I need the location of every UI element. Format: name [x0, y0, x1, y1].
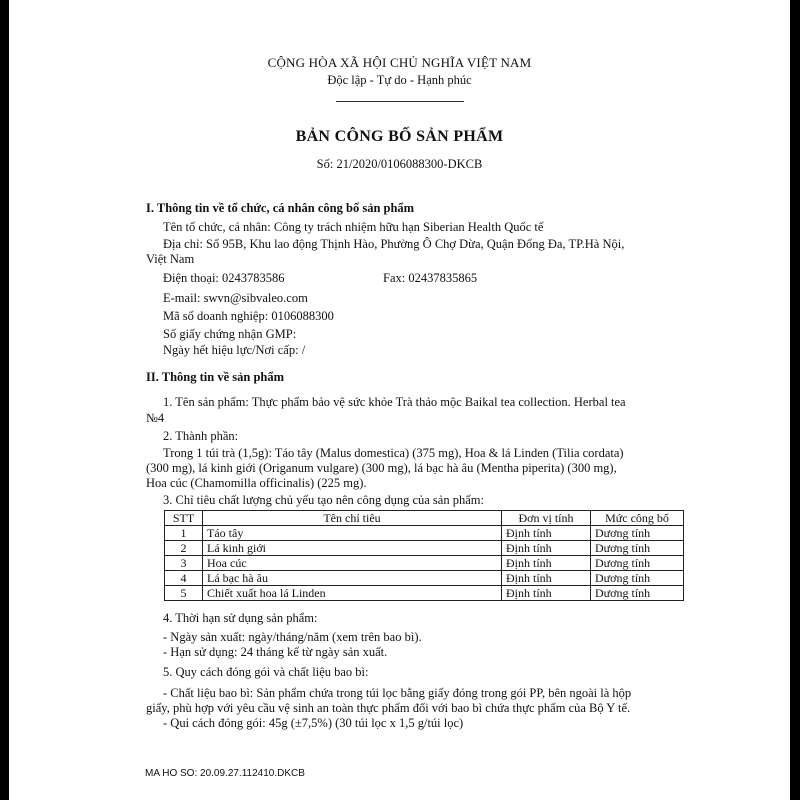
table-row: [165, 541, 684, 556]
fax: Fax: 02437835865: [383, 271, 478, 285]
table-row: [165, 571, 684, 586]
table-cell: Định tính: [502, 586, 591, 601]
quality-table: [164, 510, 684, 601]
document-number: Số: 21/2020/0106088300-DKCB: [316, 157, 483, 171]
composition-heading: 2. Thành phần:: [163, 429, 239, 443]
org-name: Tên tổ chức, cá nhân: Công ty trách nhiệm hữu hạn Siberian Health Quốc tế: [163, 220, 544, 234]
phone: Điện thoại: 0243783586: [163, 271, 285, 285]
section2-heading: II. Thông tin về sản phẩm: [146, 370, 285, 384]
divider: [336, 101, 464, 102]
gmp-number: Số giấy chứng nhận GMP:: [163, 327, 297, 341]
expiry-place: Ngày hết hiệu lực/Nơi cấp: /: [163, 343, 306, 357]
table-header-cell: Tên chỉ tiêu: [203, 511, 502, 526]
table-cell: Dương tính: [591, 541, 684, 556]
table-header-row: [165, 511, 684, 526]
table-row: [165, 526, 684, 541]
table-row: [165, 586, 684, 601]
product-name-line2: №4: [146, 411, 165, 425]
document-page: [9, 0, 790, 800]
table-cell: Dương tính: [591, 571, 684, 586]
dossier-code: MA HO SO: 20.09.27.112410.DKCB: [145, 768, 305, 779]
product-name-line1: 1. Tên sản phẩm: Thực phẩm bảo vệ sức khỏe Trà thảo mộc Baikal tea collection. Herbal tea: [163, 395, 626, 409]
table-header-cell: Mức công bố: [591, 511, 684, 526]
table-cell: Lá kinh giới: [203, 541, 502, 556]
composition-line2: (300 mg), lá kinh giới (Origanum vulgare) (300 mg), lá bạc hà âu (Mentha piperita) (300 mg),: [146, 461, 617, 475]
table-cell: Định tính: [502, 526, 591, 541]
address-line2: Việt Nam: [146, 252, 195, 266]
composition-line3: Hoa cúc (Chamomilla officinalis) (225 mg).: [146, 476, 367, 490]
table-header-cell: Đơn vị tính: [502, 511, 591, 526]
packaging-line1: - Chất liệu bao bì: Sản phẩm chứa trong túi lọc bằng giấy đóng trong gói PP, bên ngoài là hộp: [163, 686, 632, 700]
table-cell: 1: [165, 526, 203, 541]
table-cell: Chiết xuất hoa lá Linden: [203, 586, 502, 601]
table-cell: Định tính: [502, 556, 591, 571]
motto: Độc lập - Tự do - Hạnh phúc: [327, 73, 472, 87]
section1-heading: I. Thông tin về tổ chức, cá nhân công bố sản phẩm: [146, 201, 415, 215]
manufacture-date: - Ngày sản xuất: ngày/tháng/năm (xem trên bao bì).: [163, 630, 422, 644]
nation-heading: CỘNG HÒA XÃ HỘI CHỦ NGHĨA VIỆT NAM: [267, 55, 532, 70]
table-cell: Dương tính: [591, 526, 684, 541]
table-header-cell: STT: [165, 511, 203, 526]
business-code: Mã số doanh nghiệp: 0106088300: [163, 309, 334, 323]
table-cell: Lá bạc hà âu: [203, 571, 502, 586]
expiry-period: - Hạn sử dụng: 24 tháng kể từ ngày sản xuất.: [163, 645, 388, 659]
packaging-heading: 5. Quy cách đóng gói và chất liệu bao bì:: [163, 665, 369, 679]
table-cell: Táo tây: [203, 526, 502, 541]
shelf-life-heading: 4. Thời hạn sử dụng sản phẩm:: [163, 611, 318, 625]
table-cell: Định tính: [502, 541, 591, 556]
table-cell: Dương tính: [591, 586, 684, 601]
table-cell: 2: [165, 541, 203, 556]
table-cell: 5: [165, 586, 203, 601]
packaging-line2: giấy, phù hợp với yêu cầu vệ sinh an toàn thực phẩm đối với bao bì chứa thực phẩm của Bộ Y tế.: [146, 701, 631, 715]
table-cell: 4: [165, 571, 203, 586]
table-row: [165, 556, 684, 571]
table-cell: Dương tính: [591, 556, 684, 571]
email: E-mail: swvn@sibvaleo.com: [163, 291, 308, 305]
document-title: BẢN CÔNG BỐ SẢN PHẨM: [295, 128, 504, 145]
quality-heading: 3. Chỉ tiêu chất lượng chủ yếu tạo nên công dụng của sản phẩm:: [163, 493, 484, 507]
table-cell: Định tính: [502, 571, 591, 586]
composition-line1: Trong 1 túi trà (1,5g): Táo tây (Malus domestica) (375 mg), Hoa & lá Linden (Tilia cordata): [163, 446, 624, 460]
address-line1: Địa chỉ: Số 95B, Khu lao động Thịnh Hào, Phường Ô Chợ Dừa, Quận Đống Đa, TP.Hà Nội,: [163, 237, 625, 251]
packaging-line3: - Qui cách đóng gói: 45g (±7,5%) (30 túi lọc x 1,5 g/túi lọc): [163, 716, 464, 730]
table-cell: 3: [165, 556, 203, 571]
table-cell: Hoa cúc: [203, 556, 502, 571]
